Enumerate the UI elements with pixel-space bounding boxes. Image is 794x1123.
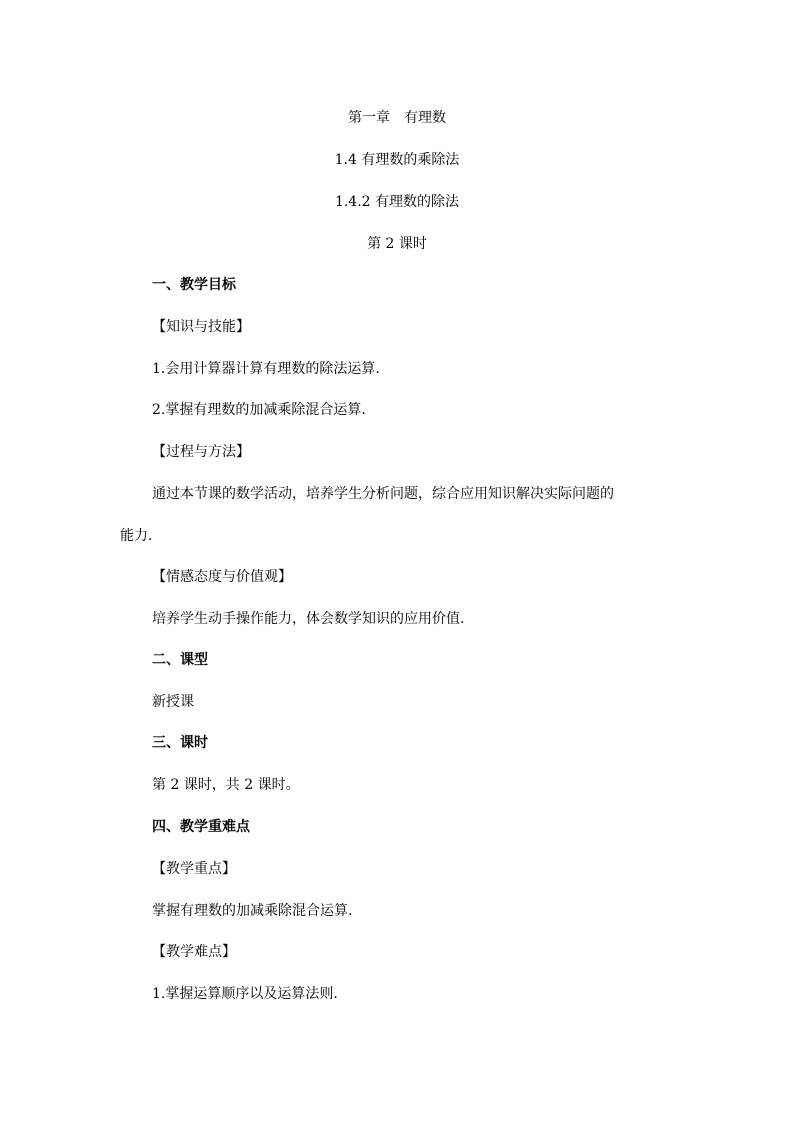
knowledge-item-2: 2.掌握有理数的加减乘除混合运算. [152,402,366,418]
emotion-text: 培养学生动手操作能力，体会数学知识的应用价值. [152,611,465,627]
process-text-line-2: 能力. [120,528,153,544]
knowledge-item-1: 1.会用计算器计算有理数的除法运算. [152,361,380,377]
difficult-point-label: 【教学难点】 [152,944,236,960]
knowledge-label: 【知识与技能】 [152,319,250,335]
lesson-type-heading: 二、课型 [152,652,208,668]
class-hours-text: 第 2 课时，共 2 课时。 [152,777,300,793]
period-title: 第 2 课时 [367,236,427,252]
process-label: 【过程与方法】 [152,444,250,460]
class-hours-heading: 三、课时 [152,735,208,751]
objectives-heading: 一、教学目标 [152,277,236,293]
section-title: 1.4 有理数的乘除法 [334,152,460,168]
key-point-label: 【教学重点】 [152,861,236,877]
key-point-text: 掌握有理数的加减乘除混合运算. [152,903,353,919]
difficult-point-text: 1.掌握运算顺序以及运算法则. [152,986,338,1002]
subsection-title: 1.4.2 有理数的除法 [334,194,460,210]
key-points-heading: 四、教学重难点 [152,819,250,835]
lesson-type-text: 新授课 [152,694,194,710]
chapter-title: 第一章 有理数 [348,110,446,126]
emotion-label: 【情感态度与价值观】 [152,569,292,585]
process-text-line-1: 通过本节课的数学活动，培养学生分析问题，综合应用知识解决实际问题的 [152,486,614,502]
